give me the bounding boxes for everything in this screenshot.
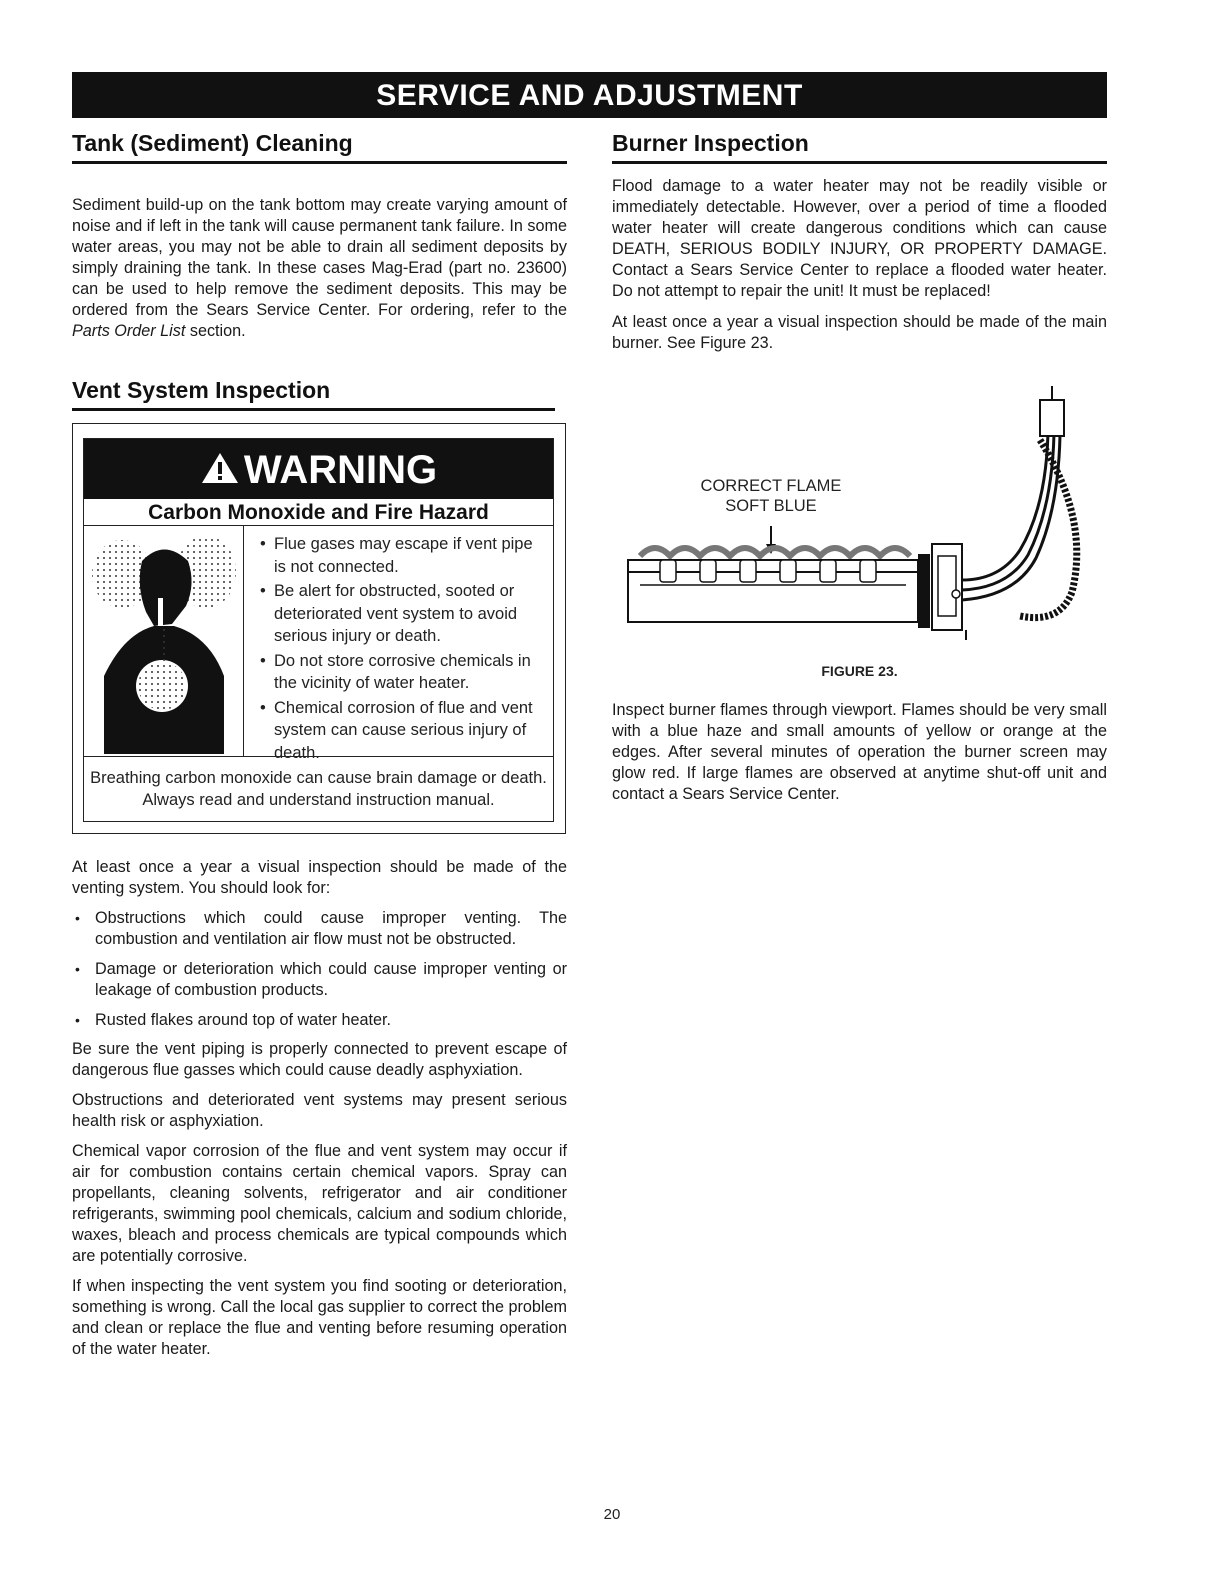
vent-paragraph-2: Be sure the vent piping is properly connected to prevent escape of dangerous flue gasses which could cause deadly asphyxiation. <box>72 1040 567 1079</box>
vent-inspection-header <box>72 377 567 411</box>
section-banner: SERVICE AND ADJUSTMENT <box>72 72 1107 118</box>
tank-cleaning-paragraph: Sediment build-up on the tank bottom may create varying amount of noise and if left in the tank will cause permanent tank failure. In some water areas, you may not be able to drain all sediment deposits by simply draining the tank. In these cases Mag-Erad (part no. 23600) can be used to help remove the sediment deposits. This may be ordered from the Sears Service Center. For ordering, refer to the Parts Order List section. <box>72 196 567 340</box>
burner-inspection-section <box>612 130 1107 354</box>
vent-checklist-item: • Rusted flakes around top of water heater. <box>72 1010 567 1031</box>
vent-checklist <box>72 908 567 1031</box>
warning-bullets <box>252 533 547 764</box>
warning-title: WARNING <box>84 439 553 499</box>
tank-cleaning-heading: Tank (Sediment) Cleaning <box>72 130 567 164</box>
vent-inspection-heading: Vent System Inspection <box>72 377 555 411</box>
warning-bullet: • Be alert for obstructed, sooted or deteriorated vent system to avoid serious injury or death. <box>252 580 547 648</box>
burner-diagram <box>620 380 1100 648</box>
tank-cleaning-section <box>72 130 567 342</box>
burner-paragraph-2: At least once a year a visual inspection should be made of the main burner. See Figure 23. <box>612 313 1107 352</box>
warning-box <box>72 423 566 834</box>
vent-paragraph-3: Obstructions and deteriorated vent systems may present serious health risk or asphyxiation. <box>72 1091 567 1130</box>
flame-label-line2: SOFT BLUE <box>725 497 817 515</box>
vent-intro-paragraph: At least once a year a visual inspection should be made of the venting system. You should look for: <box>72 858 567 897</box>
vent-paragraph-5: If when inspecting the vent system you find sooting or deterioration, something is wrong. Call the local gas supplier to correct the problem and clean or replace the flue and venting before resuming operation of the water heater. <box>72 1277 567 1358</box>
flame-label-line1: CORRECT FLAME <box>700 477 842 495</box>
warning-label <box>83 438 554 822</box>
vent-checklist-item: • Obstructions which could cause improper venting. The combustion and ventilation air flow must not be obstructed. <box>72 908 567 950</box>
figure-caption: FIGURE 23. <box>821 663 898 679</box>
vent-paragraph-4: Chemical vapor corrosion of the flue and vent system may occur if air for combustion contains certain chemical vapors. Spray can propellants, cleaning solvents, refrigerator and air conditioner refrigerants, swimming pool chemicals, calcium and sodium chloride, waxes, bleach and process chemicals are typical compounds which are potentially corrosive. <box>72 1142 567 1265</box>
page-number: 20 <box>603 1506 621 1523</box>
burner-paragraph-1: Flood damage to a water heater may not be readily visible or immediately detectable. However, over a period of time a flooded water heater will create dangerous conditions which can cause DEATH, SERIOUS BODILY INJURY, OR PROPERTY DAMAGE. Contact a Sears Service Center to replace a flooded water heater. Do not attempt to repair the unit! It must be replaced! <box>612 177 1107 300</box>
burner-inspection-heading: Burner Inspection <box>612 130 1107 164</box>
warning-subtitle: Carbon Monoxide and Fire Hazard <box>84 499 553 526</box>
warning-bullet: • Chemical corrosion of flue and vent system can cause serious injury of death. <box>252 697 547 765</box>
warning-footer: Breathing carbon monoxide can cause brain damage or death. Always read and understand instruction manual. <box>84 756 553 821</box>
burner-flame-guidance <box>612 700 1107 805</box>
carbon-monoxide-person-icon <box>84 526 244 756</box>
warning-triangle-icon <box>200 441 240 503</box>
burner-paragraph-3: Inspect burner flames through viewport. Flames should be very small with a blue haze and small amounts of yellow or orange at the edges. After several minutes of operation the burner screen may glow red. If large flames are observed at anytime shut-off unit and contact a Sears Service Center. <box>612 701 1107 803</box>
parts-order-list-ref: Parts Order List <box>72 322 186 340</box>
warning-bullet: • Do not store corrosive chemicals in the vicinity of water heater. <box>252 650 547 695</box>
vent-inspection-body <box>72 857 567 1360</box>
vent-checklist-item: • Damage or deterioration which could cause improper venting or leakage of combustion products. <box>72 959 567 1001</box>
warning-bullet: • Flue gases may escape if vent pipe is not connected. <box>252 533 547 578</box>
